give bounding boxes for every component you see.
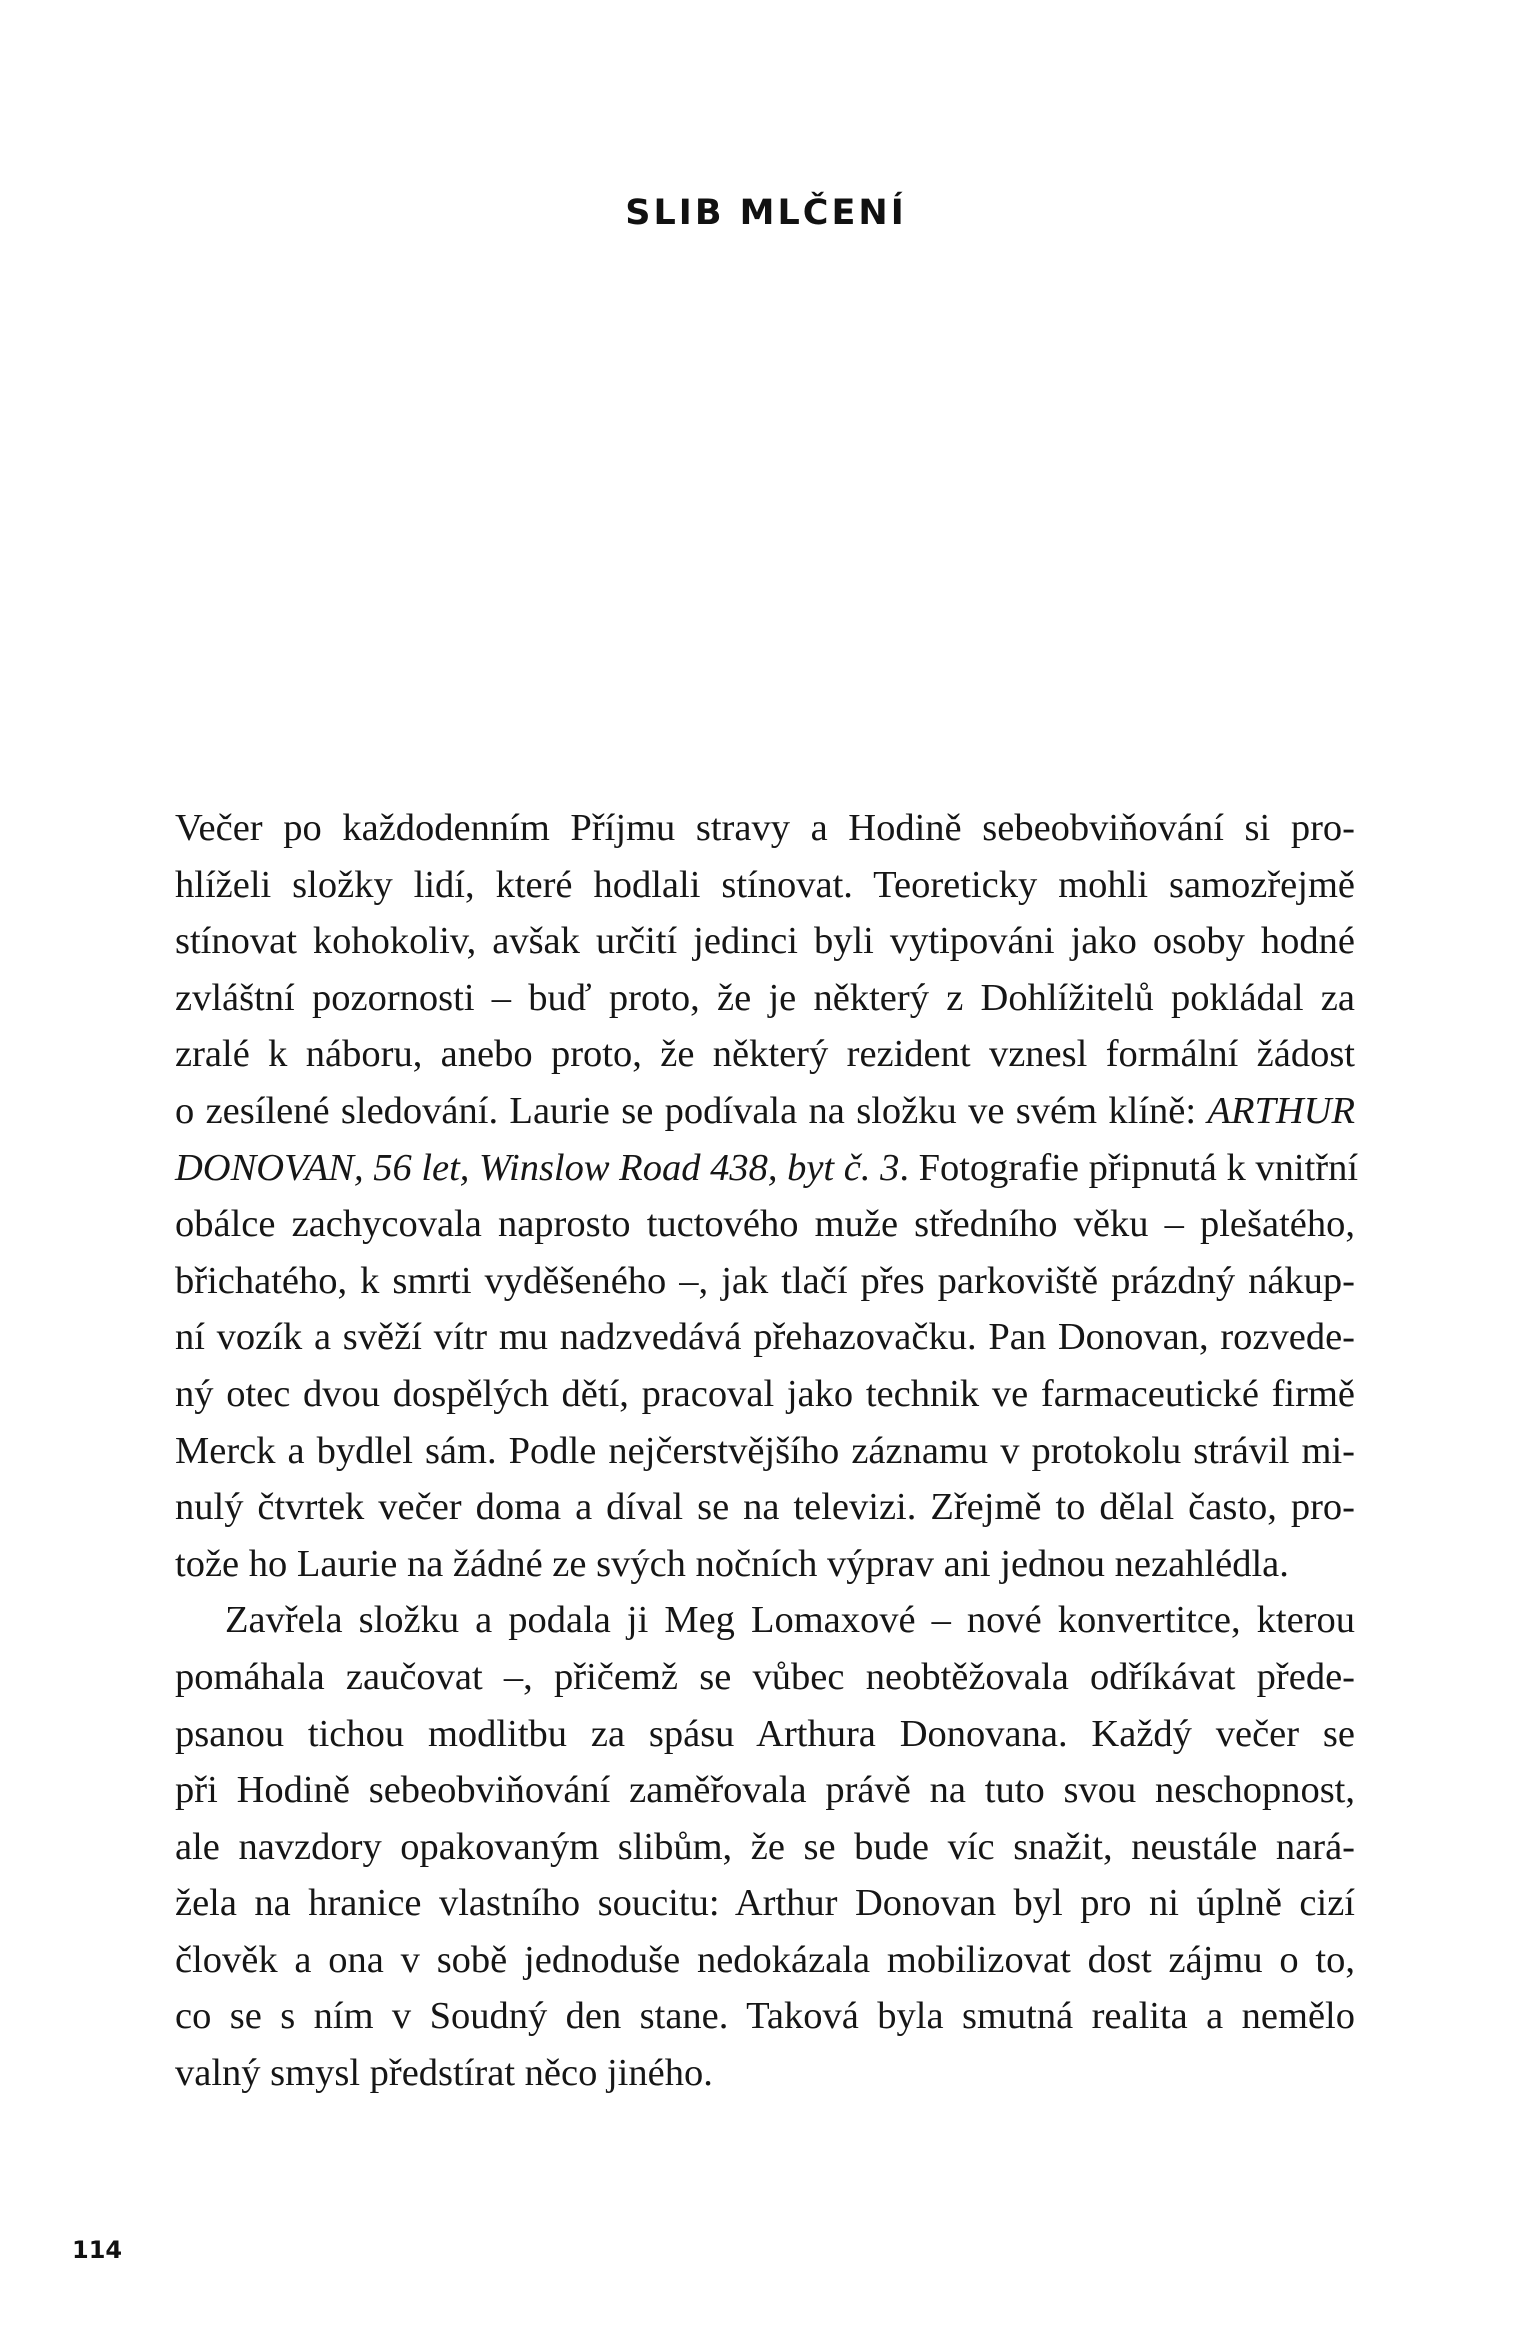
text-line: Merck a bydlel sám. Podle nejčerstvějšího záznamu v protokolu strávil mi- <box>175 1429 1355 1472</box>
text-segment: o zesílené sledování. Laurie se podívala na složku ve svém klíně: <box>175 1089 1208 1132</box>
text-line: při Hodině sebeobviňování zaměřovala právě na tuto svou neschopnost, <box>175 1769 1355 1812</box>
text-line: břichatého, k smrti vyděšeného –, jak tlačí přes parkoviště prázdný nákup- <box>175 1259 1355 1302</box>
text-line: nulý čtvrtek večer doma a díval se na televizi. Zřejmě to dělal často, pro- <box>175 1486 1355 1529</box>
text-line: ný otec dvou dospělých dětí, pracoval jako technik ve farmaceutické firmě <box>175 1372 1355 1415</box>
paragraph-1 <box>175 800 1359 1592</box>
text-line <box>175 1083 1355 1140</box>
text-line: Zavřela složku a podala ji Meg Lomaxové – nové konvertitce, kterou <box>225 1599 1355 1642</box>
text-line: Večer po každodenním Příjmu stravy a Hodině sebeobviňování si pro- <box>175 807 1355 849</box>
text-line: zralé k náboru, anebo proto, že některý rezident vznesl formální žádost <box>175 1033 1355 1076</box>
text-line: psanou tichou modlitbu za spásu Arthura Donovana. Každý večer se <box>175 1712 1355 1755</box>
text-line: obálce zachycovala naprosto tuctového muže středního věku – plešatého, <box>175 1203 1355 1246</box>
text-line: člověk a ona v sobě jednoduše nedokázala mobilizovat dost zájmu o to, <box>175 1938 1355 1981</box>
italic-file-name: ARTHUR <box>1207 1089 1355 1132</box>
text-line: valný smysl předstírat něco jiného. <box>175 2052 713 2095</box>
chapter-title: SLIB MLČENÍ <box>625 193 907 234</box>
italic-file-details: DONOVAN, 56 let, Winslow Road 438, byt č. 3 <box>175 1146 900 1189</box>
text-line: hlíželi složky lidí, které hodlali stínovat. Teoreticky mohli samozřejmě <box>175 863 1355 906</box>
paragraph-2 <box>175 1592 1355 2101</box>
body-text <box>175 800 1359 2102</box>
text-line: ní vozík a svěží vítr mu nadzvedává přehazovačku. Pan Donovan, rozvede- <box>175 1316 1355 1359</box>
text-line: stínovat kohokoliv, avšak určití jedinci byli vytipováni jako osoby hodné <box>175 920 1355 963</box>
text-line: žela na hranice vlastního soucitu: Arthur Donovan byl pro ni úplně cizí <box>175 1882 1355 1925</box>
text-line: zvláštní pozornosti – buď proto, že je některý z Dohlížitelů pokládal za <box>175 976 1355 1019</box>
text-segment: . Fotografie připnutá k vnitřní <box>899 1146 1359 1189</box>
text-line <box>175 1140 1359 1197</box>
page-number: 114 <box>72 2236 123 2264</box>
text-line: tože ho Laurie na žádné ze svých nočních výprav ani jednou nezahlédla. <box>175 1542 1289 1585</box>
text-line: co se s ním v Soudný den stane. Taková byla smutná realita a nemělo <box>175 1995 1355 2038</box>
text-line: ale navzdory opakovaným slibům, že se bude víc snažit, neustále nará- <box>175 1825 1355 1868</box>
text-line: pomáhala zaučovat –, přičemž se vůbec neobtěžovala odříkávat přede- <box>175 1655 1355 1698</box>
